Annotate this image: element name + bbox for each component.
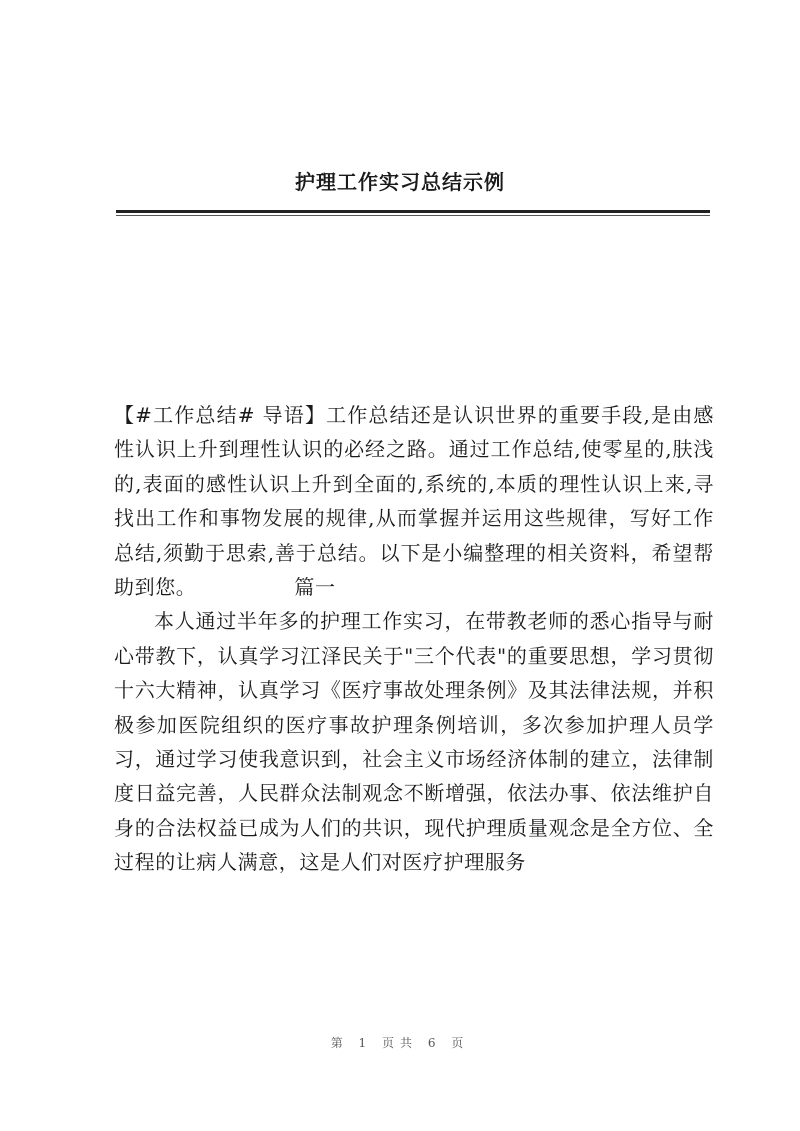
body-paragraph: 本人通过半年多的护理工作实习，在带教老师的悉心指导与耐心带教下，认真学习江泽民关于"三个代表"的重要思想，学习贯彻十六大精神，认真学习《医疗事故处理条例》及其法律法规，并积极参加医院组织的医疗事故护理条例培训，多次参加护理人员学习，通过学习使我意识到，社会主义市场经济体制的建立，法律制度日益完善，人民群众法制观念不断增强，依法办事、依法维护自身的合法权益已成为人们的共识，现代护理质量观念是全方位、全过程的让病人满意，这是人们对医疗护理服务 xyxy=(114,609,714,875)
intro-text: 【#工作总结# 导语】工作总结还是认识世界的重要手段,是由感性认识上升到理性认识的必经之路。通过工作总结,使零星的,肤浅的,表面的感性认识上升到全面的,系统的,本质的理性认识上来,寻找出工作和事物发展的规律,从而掌握并运用这些规律，写好工作总结,须勤于思索,善于总结。以下是小编整理的相关资料，希望帮助到您。 xyxy=(114,403,714,600)
page-footer: 第 1 页共 6 页 xyxy=(330,1036,470,1050)
document-title: 护理工作实习总结示例 xyxy=(295,170,505,194)
section-label: 篇一 xyxy=(294,575,336,600)
title-underline xyxy=(116,210,710,213)
document-body xyxy=(114,398,714,880)
title-underline-thin xyxy=(116,215,710,216)
intro-paragraph xyxy=(114,398,714,604)
